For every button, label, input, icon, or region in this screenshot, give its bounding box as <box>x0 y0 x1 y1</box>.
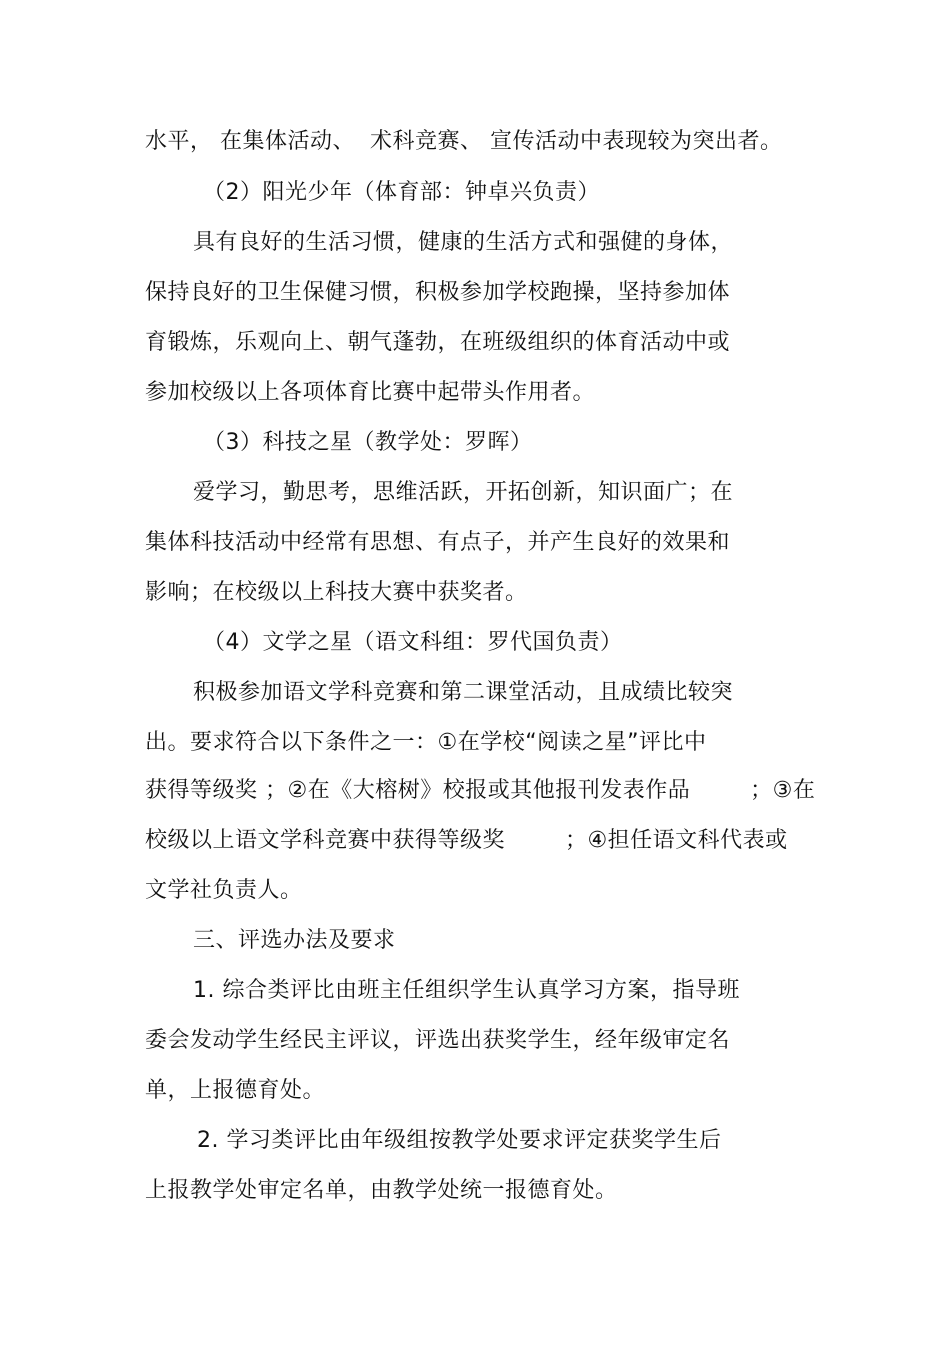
text-line: 集体科技活动中经常有思想、有点子，并产生良好的效果和 <box>145 530 731 555</box>
text-line: 水平， 在集体活动、 术科竞赛、 宣传活动中表现较为突出者。 <box>145 129 783 154</box>
text-line: 2. 学习类评比由年级组按教学处要求评定获奖学生后 <box>197 1128 722 1153</box>
text-line: 文学社负责人。 <box>145 878 303 903</box>
text-line: 育锻炼，乐观向上、朝气蓬勃，在班级组织的体育活动中或 <box>145 330 731 355</box>
text-line: 爱学习，勤思考，思维活跃，开拓创新，知识面广；在 <box>193 480 734 505</box>
section-heading-literature-star: （4）文学之星（语文科组：罗代国负责） <box>203 630 623 655</box>
text-line: 获得等级奖 ；②在《大榕树》校报或其他报刊发表作品 ；③在 <box>145 778 816 803</box>
text-line: 上报教学处审定名单，由教学处统一报德育处。 <box>145 1178 618 1203</box>
section-heading-sunshine-youth: （2）阳光少年（体育部：钟卓兴负责） <box>203 180 600 205</box>
text-line: 校级以上语文学科竞赛中获得等级奖 ；④担任语文科代表或 <box>145 828 788 853</box>
text-line: 1. 综合类评比由班主任组织学生认真学习方案，指导班 <box>193 978 740 1003</box>
text-line: 影响；在校级以上科技大赛中获奖者。 <box>145 580 528 605</box>
text-line: 参加校级以上各项体育比赛中起带头作用者。 <box>145 380 596 405</box>
section-heading-tech-star: （3）科技之星（教学处：罗晖） <box>203 430 533 455</box>
text-line: 出。要求符合以下条件之一：①在学校“阅读之星”评比中 <box>145 730 707 755</box>
text-line: 具有良好的生活习惯，健康的生活方式和强健的身体， <box>193 230 734 255</box>
text-line: 委会发动学生经民主评议，评选出获奖学生，经年级审定名 <box>145 1028 731 1053</box>
text-line: 单，上报德育处。 <box>145 1078 326 1103</box>
text-line: 保持良好的卫生保健习惯，积极参加学校跑操，坚持参加体 <box>145 280 731 305</box>
text-line: 积极参加语文学科竞赛和第二课堂活动，且成绩比较突 <box>193 680 734 705</box>
section-heading-selection-method: 三、评选办法及要求 <box>193 928 396 953</box>
